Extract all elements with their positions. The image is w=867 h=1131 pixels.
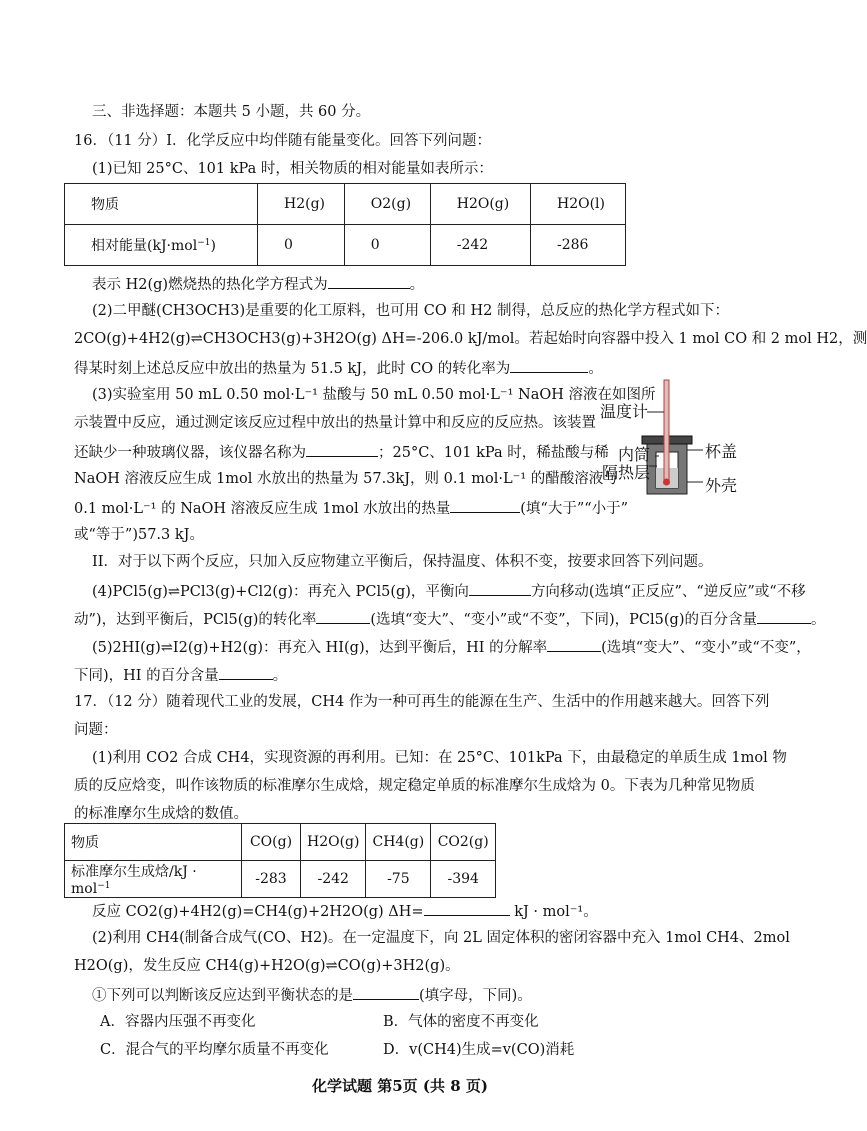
q16-p4-line2: 动”)，达到平衡后，PCl5(g)的转化率 (选填“变大”、“变小”或“不变”，下同)，PCl5(g)的百分含量 。 <box>74 609 826 629</box>
q16-p2-line3: 得某时刻上述总反应中放出的热量为 51.5 kJ，此时 CO 的转化率为 。 <box>74 358 603 378</box>
table-cell: -75 <box>366 861 431 898</box>
answer-blank[interactable] <box>353 985 419 1000</box>
q16-p3-line2: 示装置中反应，通过测定该反应过程中放出的热量计算中和反应的反应热。该装置 <box>74 415 596 431</box>
enthalpy-table <box>64 823 496 898</box>
q16-p1-intro: (1)已知 25°C、101 kPa 时，相关物质的相对能量如表所示： <box>92 161 493 177</box>
page-footer: 化学试题 第5页 (共 8 页) <box>312 1077 488 1095</box>
table-header: H2O(g) <box>301 824 366 861</box>
option-d: D．v(CH4)生成=v(CO)消耗 <box>383 1042 575 1058</box>
answer-blank[interactable] <box>469 581 531 596</box>
table-header: CH4(g) <box>366 824 431 861</box>
lid-label: 杯盖 <box>705 442 738 461</box>
q16-p3-line1: (3)实验室用 50 mL 0.50 mol·L⁻¹ 盐酸与 50 mL 0.50 mol·L⁻¹ NaOH 溶液在如图所 <box>92 387 656 403</box>
q17-p2-line2: H2O(g)，发生反应 CH4(g)+H2O(g)⇌CO(g)+3H2(g)。 <box>74 958 460 974</box>
table-header: CO(g) <box>242 824 301 861</box>
table-header: 物质 <box>65 184 258 225</box>
table-header: 物质 <box>65 824 242 861</box>
table-header: O2(g) <box>344 184 430 225</box>
q16-p5-line1: (5)2HI(g)⇌I2(g)+H2(g)：再充入 HI(g)，达到平衡后，HI 的分解率 (选填“变大”、“变小”或“不变”， <box>92 637 811 657</box>
table-header: H2O(g) <box>430 184 530 225</box>
table-header: H2O(l) <box>530 184 625 225</box>
answer-blank[interactable] <box>510 358 588 373</box>
table-cell: 0 <box>344 225 430 266</box>
insulation-label: 隔热层 <box>602 463 651 482</box>
table-row-label: 相对能量(kJ·mol$^{-1}$) <box>65 225 258 266</box>
table-cell: -242 <box>430 225 530 266</box>
answer-blank[interactable] <box>547 637 601 652</box>
option-a: A．容器内压强不再变化 <box>100 1014 256 1030</box>
table-row-label: 标准摩尔生成焓/kJ · mol$^{-1}$ <box>65 861 242 898</box>
inner-label: 内筒 <box>618 445 651 464</box>
q16-p3-line5: 0.1 mol·L⁻¹ 的 NaOH 溶液反应生成 1mol 水放出的热量 (填“大于”“小于” <box>74 498 628 518</box>
table-cell: -394 <box>431 861 496 898</box>
q17-p1-line2: 质的反应焓变，叫作该物质的标准摩尔生成焓，规定稳定单质的标准摩尔生成焓为 0。下表为几种常见物质 <box>74 778 755 794</box>
option-b: B．气体的密度不再变化 <box>383 1014 539 1030</box>
q16-p4-line1: (4)PCl5(g)⇌PCl3(g)+Cl2(g)：再充入 PCl5(g)，平衡向 方向移动(选填“正反应”、“逆反应”或“不移 <box>92 581 806 601</box>
shell-label: 外壳 <box>705 476 738 495</box>
table-header: H2(g) <box>258 184 345 225</box>
table-cell: -242 <box>301 861 366 898</box>
q16-header: 16．（11 分）I．化学反应中均伴随有能量变化。回答下列问题： <box>74 133 491 149</box>
table-header: CO2(g) <box>431 824 496 861</box>
q17-question-a: ①下列可以判断该反应达到平衡状态的是 (填字母，下同)。 <box>92 985 532 1005</box>
table-cell: -283 <box>242 861 301 898</box>
q16-part2: II．对于以下两个反应，只加入反应物建立平衡后，保持温度、体积不变，按要求回答下列问题。 <box>92 554 713 570</box>
q16-p2-line1: (2)二甲醚(CH3OCH3)是重要的化工原料，也可用 CO 和 H2 制得，总反应的热化学方程式如下： <box>92 303 729 319</box>
answer-blank[interactable] <box>424 901 510 916</box>
thermometer-label: 温度计 <box>600 402 649 421</box>
option-c: C．混合气的平均摩尔质量不再变化 <box>100 1042 329 1058</box>
answer-blank[interactable] <box>306 442 378 457</box>
q17-p2-line1: (2)利用 CH4(制备合成气(CO、H2)。在一定温度下，向 2L 固定体积的密闭容器中充入 1mol CH4、2mol <box>92 930 790 946</box>
answer-blank[interactable] <box>450 498 520 513</box>
answer-blank[interactable] <box>316 609 370 624</box>
q17-header1: 17．（12 分）随着现代工业的发展，CH4 作为一种可再生的能源在生产、生活中的作用越来越大。回答下列 <box>74 694 770 710</box>
q16-p3-line6: 或“等于”)57.3 kJ。 <box>74 527 204 543</box>
q16-p2-line2: 2CO(g)+4H2(g)⇌CH3OCH3(g)+3H2O(g) ΔH=-206.0 kJ/mol。若起始时向容器中投入 1 mol CO 和 2 mol H2，测 <box>74 331 867 347</box>
answer-blank[interactable] <box>757 609 811 624</box>
q16-p1-question: 表示 H2(g)燃烧热的热化学方程式为 。 <box>92 274 424 294</box>
answer-blank[interactable] <box>219 665 273 680</box>
q17-reaction: 反应 CO2(g)+4H2(g)=CH4(g)+2H2O(g) ΔH= kJ · mol⁻¹。 <box>92 901 598 921</box>
answer-blank[interactable] <box>328 274 410 289</box>
q16-p3-line4: NaOH 溶液反应生成 1mol 水放出的热量为 57.3kJ，则 0.1 mol·L⁻¹ 的醋酸溶液与 <box>74 471 618 487</box>
thermometer-shape <box>664 380 669 484</box>
q16-p3-line3: 还缺少一种玻璃仪器，该仪器名称为 ；25°C、101 kPa 时，稀盐酸与稀 <box>74 442 609 462</box>
q16-p5-line2: 下同)，HI 的百分含量 。 <box>74 665 287 685</box>
energy-table <box>64 183 626 266</box>
q17-header2: 问题： <box>74 722 118 738</box>
table-cell: -286 <box>530 225 625 266</box>
table-cell: 0 <box>258 225 345 266</box>
q17-p1-line3: 的标准摩尔生成焓的数值。 <box>74 806 248 822</box>
q17-p1-line1: (1)利用 CO2 合成 CH4，实现资源的再利用。已知：在 25°C、101kPa 下，由最稳定的单质生成 1mol 物 <box>92 750 787 766</box>
section-heading: 三、非选择题：本题共 5 小题，共 60 分。 <box>92 104 371 120</box>
